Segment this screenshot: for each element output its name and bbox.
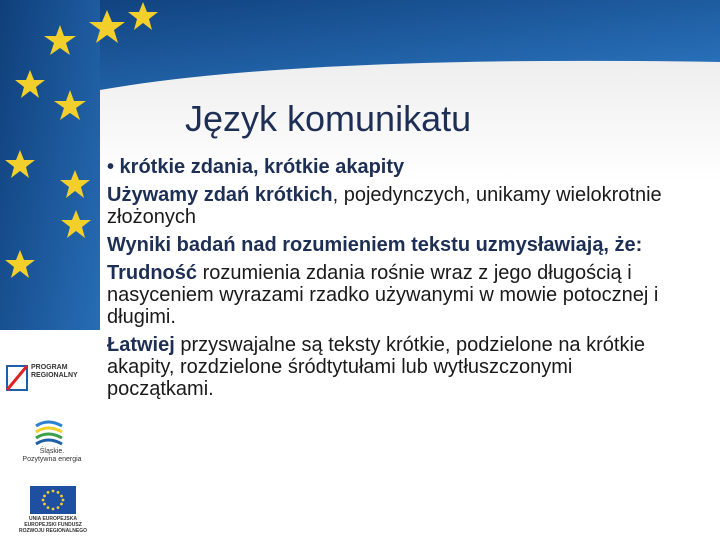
paragraph-3-bold: Trudność	[107, 262, 198, 284]
eu-line3: ROZWOJU REGIONALNEGO	[18, 528, 88, 534]
slide-body	[107, 156, 667, 406]
eu-flag-icon	[30, 486, 76, 514]
paragraph-1	[107, 184, 667, 228]
eu-line2: EUROPEJSKI FUNDUSZ	[24, 522, 82, 528]
paragraph-4-bold: Łatwiej	[107, 334, 175, 356]
eu-line1: UNIA EUROPEJSKA	[29, 516, 77, 522]
slaskie-logo	[12, 420, 92, 470]
paragraph-4-text: przyswajalne są teksty krótkie, podzielone na krótkie akapity, rozdzielone śródtytułami lub wytłuszczonymi początkami.	[107, 334, 646, 400]
program-line2: REGIONALNY	[31, 372, 78, 379]
paragraph-3	[107, 262, 667, 328]
slide-title: Język komunikatu	[185, 98, 472, 139]
slaskie-line1: Śląskie.	[39, 448, 65, 455]
paragraph-3-text: rozumienia zdania rośnie wraz z jego długością i nasyceniem wyrazami rzadko używanymi w mowie potocznej i długimi.	[107, 262, 659, 328]
slaskie-line2: Pozytywna energia	[22, 456, 82, 463]
bullet-item: • krótkie zdania, krótkie akapity	[107, 156, 405, 178]
program-line1: PROGRAM	[31, 364, 68, 371]
paragraph-4	[107, 334, 667, 400]
paragraph-2: Wyniki badań nad rozumieniem tekstu uzmysławiają, że:	[107, 234, 643, 256]
paragraph-1-bold: Używamy zdań krótkich	[107, 184, 333, 206]
slaskie-waves-icon	[34, 420, 64, 446]
program-regionalny-logo	[5, 362, 97, 398]
program-regionalny-icon	[5, 364, 29, 392]
eu-logo	[18, 486, 88, 538]
paragraph-1-text: , pojedynczych, unikamy wielokrotnie złożonych	[107, 184, 662, 228]
